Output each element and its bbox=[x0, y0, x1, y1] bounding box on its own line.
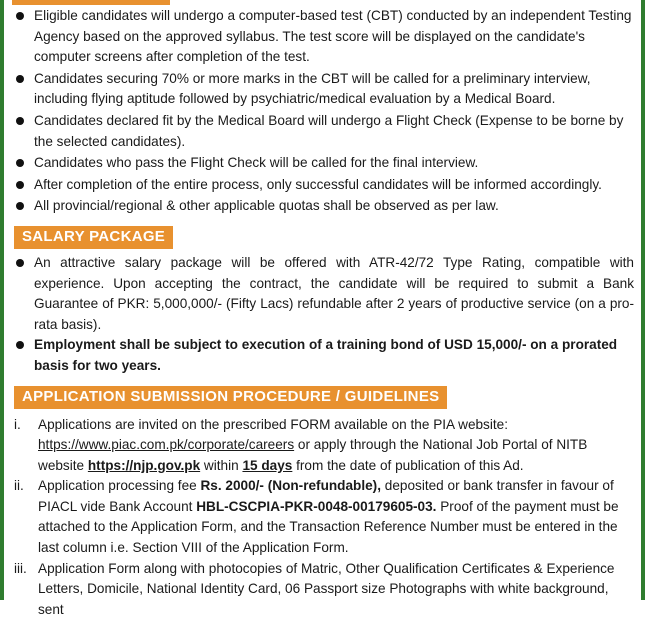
list-item: ii. Application processing fee Rs. 2000/- (Non-refundable), deposited or bank transfer in favour of PIACL vide Bank Account HBL-CSCPIA-PKR-0048-00179605-03. Proof of the payment must be attached to the Application Form, and the Transaction Reference Number must be entered in the last column i.e. Section VIII of the Application Form. bbox=[14, 476, 634, 558]
application-heading-row bbox=[14, 386, 634, 409]
salary-list bbox=[14, 253, 634, 377]
list-item: Candidates securing 70% or more marks in the CBT will be called for a preliminary interview, including flying aptitude followed by psychiatric/medical evaluation by a Medical Board. bbox=[14, 69, 634, 110]
section-heading: APPLICATION SUBMISSION PROCEDURE / GUIDELINES bbox=[14, 386, 447, 409]
njp-link[interactable]: https://njp.gov.pk bbox=[88, 458, 200, 473]
bullet-icon bbox=[16, 202, 24, 210]
item-number: ii. bbox=[14, 476, 24, 497]
application-guidelines-list bbox=[14, 415, 634, 620]
bullet-icon bbox=[16, 159, 24, 167]
list-item: Eligible candidates will undergo a computer-based test (CBT) conducted by an independent Testing Agency based on the approved syllabus. The test score will be displayed on the candidate's computer screens after completion of the test. bbox=[14, 6, 634, 68]
document-body bbox=[14, 4, 634, 620]
bank-account: HBL-CSCPIA-PKR-0048-00179605-03. bbox=[196, 499, 436, 514]
list-item: i. Applications are invited on the prescribed FORM available on the PIA website: https://www.piac.com.pk/corporate/careers or apply through the National Job Portal of NITB website https://njp.gov.pk within 15 days from the date of publication of this Ad. bbox=[14, 415, 634, 477]
deadline-days: 15 days bbox=[242, 458, 292, 473]
bullet-icon bbox=[16, 259, 24, 267]
bullet-icon bbox=[16, 75, 24, 83]
list-item: After completion of the entire process, only successful candidates will be informed accordingly. bbox=[14, 175, 634, 196]
list-item: All provincial/regional & other applicable quotas shall be observed as per law. bbox=[14, 196, 634, 217]
selection-process-list bbox=[14, 6, 634, 217]
list-item: Candidates declared fit by the Medical Board will undergo a Flight Check (Expense to be borne by the selected candidates). bbox=[14, 111, 634, 152]
list-item: An attractive salary package will be offered with ATR-42/72 Type Rating, compatible with experience. Upon accepting the contract, the candidate will be required to submit a Bank Guarantee of PKR: 5,000,000/- (Fifty Lacs) refundable after 2 years of productive service (on a pro-rata basis). bbox=[14, 253, 634, 335]
bullet-icon bbox=[16, 181, 24, 189]
section-heading: SALARY PACKAGE bbox=[14, 226, 173, 249]
list-item: Employment shall be subject to execution of a training bond of USD 15,000/- on a prorated basis for two years. bbox=[14, 335, 634, 376]
list-item: iii. Application Form along with photocopies of Matric, Other Qualification Certificates & Experience Letters, Domicile, National Identity Card, 06 Passport size Photographs with white background, sent bbox=[14, 559, 634, 620]
careers-link[interactable]: https://www.piac.com.pk/corporate/careers bbox=[38, 437, 294, 452]
bullet-icon bbox=[16, 341, 24, 349]
fee-amount: Rs. 2000/- (Non-refundable), bbox=[200, 478, 381, 493]
salary-heading-row bbox=[14, 226, 634, 249]
bullet-icon bbox=[16, 117, 24, 125]
item-number: i. bbox=[14, 415, 21, 436]
list-item: Candidates who pass the Flight Check will be called for the final interview. bbox=[14, 153, 634, 174]
bullet-icon bbox=[16, 12, 24, 20]
item-number: iii. bbox=[14, 559, 27, 580]
